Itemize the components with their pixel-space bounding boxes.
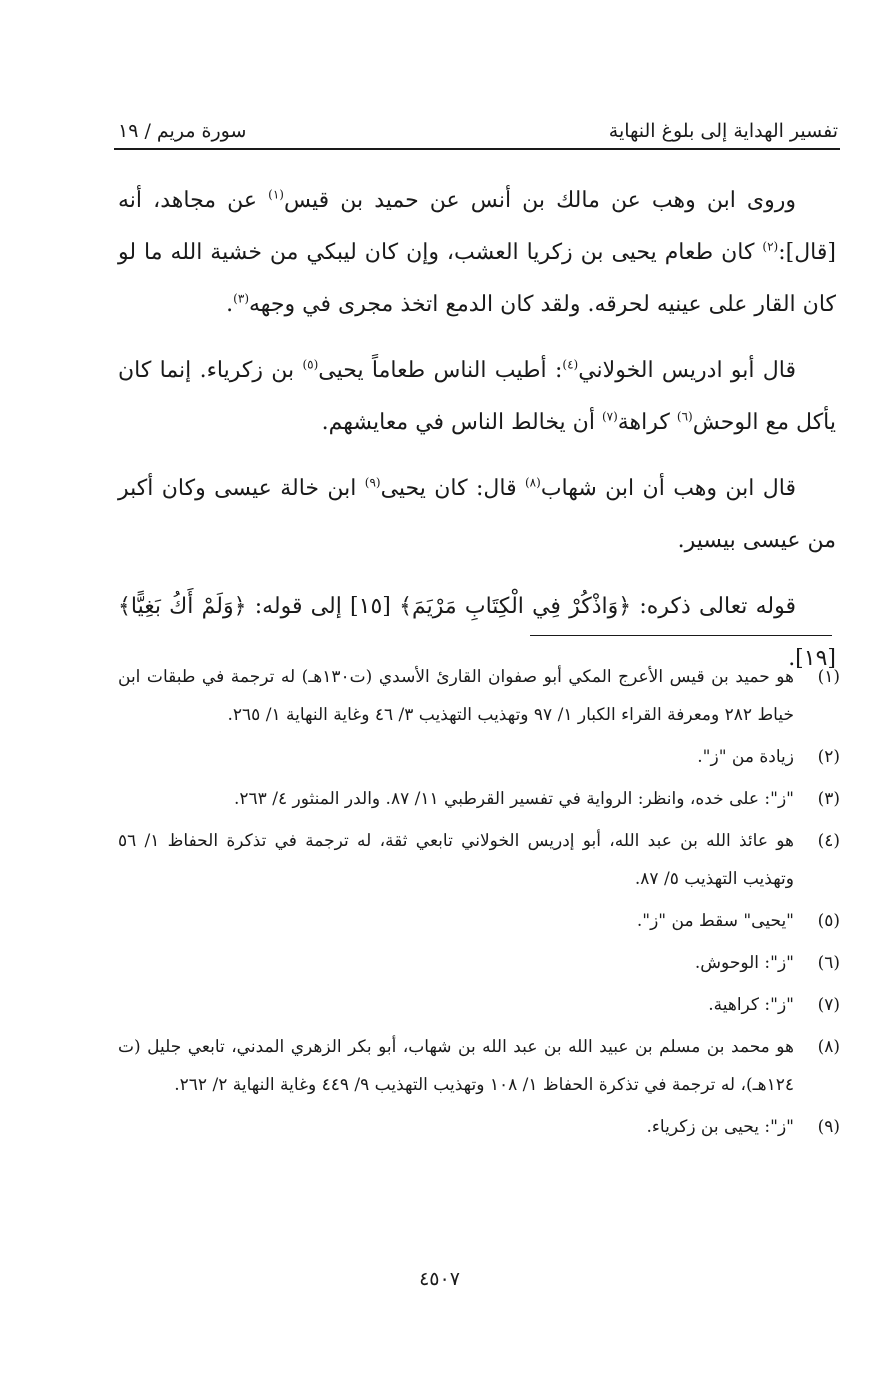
- footnotes: [118, 658, 840, 1150]
- footnote-rule: [530, 635, 832, 636]
- footnote: [118, 658, 840, 734]
- footnote-ref-2: (٢): [762, 239, 779, 254]
- footnote-ref-7: (٧): [601, 409, 618, 424]
- paragraph-3: [118, 463, 836, 567]
- verse-end-number: [١٩].: [788, 646, 836, 671]
- paragraph-1-part-1: وروى ابن وهب عن مالك بن أنس عن حميد بن قيس: [283, 188, 796, 213]
- footnote-ref-4: (٤): [562, 357, 579, 372]
- footnote: [118, 944, 840, 982]
- footnote-number: (٤): [817, 831, 840, 851]
- footnote-text: زيادة من "ز".: [697, 747, 794, 767]
- footnote-number: (٧): [817, 995, 840, 1015]
- paragraph-1: [118, 175, 836, 331]
- footnote-ref-8: (٨): [524, 475, 541, 490]
- footnote: [118, 902, 840, 940]
- footnote-ref-6: (٦): [676, 409, 693, 424]
- footnote-text: "ز": يحيى بن زكرياء.: [646, 1117, 794, 1137]
- footnote-number: (٩): [817, 1117, 840, 1137]
- footnote: [118, 780, 840, 818]
- book-title: تفسير الهداية إلى بلوغ النهاية: [608, 120, 838, 142]
- footnote-text: "ز": الوحوش.: [694, 953, 794, 973]
- footnote-ref-5: (٥): [302, 357, 319, 372]
- footnote: [118, 738, 840, 776]
- footnote: [118, 1108, 840, 1146]
- paragraph-3-part-3: ابن خالة عيسى وكان أكبر من عيسى بيسير.: [118, 476, 836, 553]
- paragraph-3-part-2: قال: كان يحيى: [380, 476, 525, 501]
- footnote: [118, 822, 840, 898]
- footnote-text: هو محمد بن مسلم بن عبيد الله بن عبد الله بن شهاب، أبو بكر الزهري المدني، تابعي جليل (ت ١٢٤هـ)، له ترجمة في تذكرة الحفاظ ١/ ١٠٨ وتهذيب التهذيب ٩/ ٤٤٩ وغاية النهاية ٢/ ٢٦٢.: [118, 1037, 794, 1095]
- paragraph-1-part-3: كان طعام يحيى بن زكريا العشب، وإن كان ليبكي من خشية الله ما لو كان القار على عينيه لحرقه. ولقد كان الدمع اتخذ مجرى في وجهه: [118, 240, 836, 317]
- footnote-ref-3: (٣): [233, 291, 249, 306]
- paragraph-1-part-2: عن مجاهد، أنه [قال]:: [118, 188, 836, 265]
- footnote: [118, 1028, 840, 1104]
- verse-intro: قوله تعالى ذكره:: [631, 594, 797, 619]
- page-number: ٤٥٠٧: [419, 1268, 460, 1290]
- paragraph-2-part-1: قال أبو ادريس الخولاني: [578, 358, 796, 383]
- footnote-ref-9: (٩): [364, 475, 381, 490]
- footnote-text: هو حميد بن قيس الأعرج المكي أبو صفوان القارئ الأسدي (ت١٣٠هـ) له ترجمة في طبقات ابن خياط ٢٨٢ ومعرفة القراء الكبار ١/ ٩٧ وتهذيب التهذيب ٣/ ٤٦ وغاية النهاية ١/ ٢٦٥.: [118, 667, 794, 725]
- paragraph-3-part-1: قال ابن وهب أن ابن شهاب: [540, 476, 796, 501]
- paragraph-2-part-2: : أطيب الناس طعاماً يحيى: [318, 358, 563, 383]
- paragraph-1-part-4: .: [226, 292, 234, 317]
- footnote-number: (١): [817, 667, 840, 687]
- footnote-number: (٨): [817, 1037, 840, 1057]
- footnote-text: هو عائذ الله بن عبد الله، أبو إدريس الخولاني تابعي ثقة، له ترجمة في تذكرة الحفاظ ١/ ٥٦ وتهذيب التهذيب ٥/ ٨٧.: [118, 831, 794, 889]
- running-header: [118, 108, 838, 142]
- paragraph-2: [118, 345, 836, 449]
- header-rule: [114, 148, 840, 150]
- footnote-number: (٢): [817, 747, 840, 767]
- surah-reference: سورة مريم / ١٩: [118, 120, 247, 142]
- footnote-number: (٣): [817, 789, 840, 809]
- paragraph-2-part-4: كراهة: [617, 410, 677, 435]
- footnote-text: "ز": كراهية.: [708, 995, 794, 1015]
- footnote-number: (٥): [817, 911, 840, 931]
- quran-verse-end: ﴿وَلَمْ أَكُ بَغِيًّا﴾: [118, 594, 247, 619]
- footnote-text: "ز": على خده، وانظر: الرواية في تفسير القرطبي ١١/ ٨٧. والدر المنثور ٤/ ٢٦٣.: [234, 789, 794, 809]
- footnote-number: (٦): [817, 953, 840, 973]
- verse-connector: [١٥] إلى قوله:: [246, 594, 400, 619]
- paragraph-2-part-5: أن يخالط الناس في معايشهم.: [321, 410, 602, 435]
- footnote: [118, 986, 840, 1024]
- quran-verse-start: ﴿وَاذْكُرْ فِي الْكِتَابِ مَرْيَمَ﴾: [399, 594, 632, 619]
- paragraph-2-part-3: بن زكرياء. إنما كان يأكل مع الوحش: [118, 358, 836, 435]
- footnote-ref-1: (١): [268, 187, 284, 202]
- footnote-text: "يحيى" سقط من "ز".: [636, 911, 794, 931]
- main-text: [118, 175, 836, 699]
